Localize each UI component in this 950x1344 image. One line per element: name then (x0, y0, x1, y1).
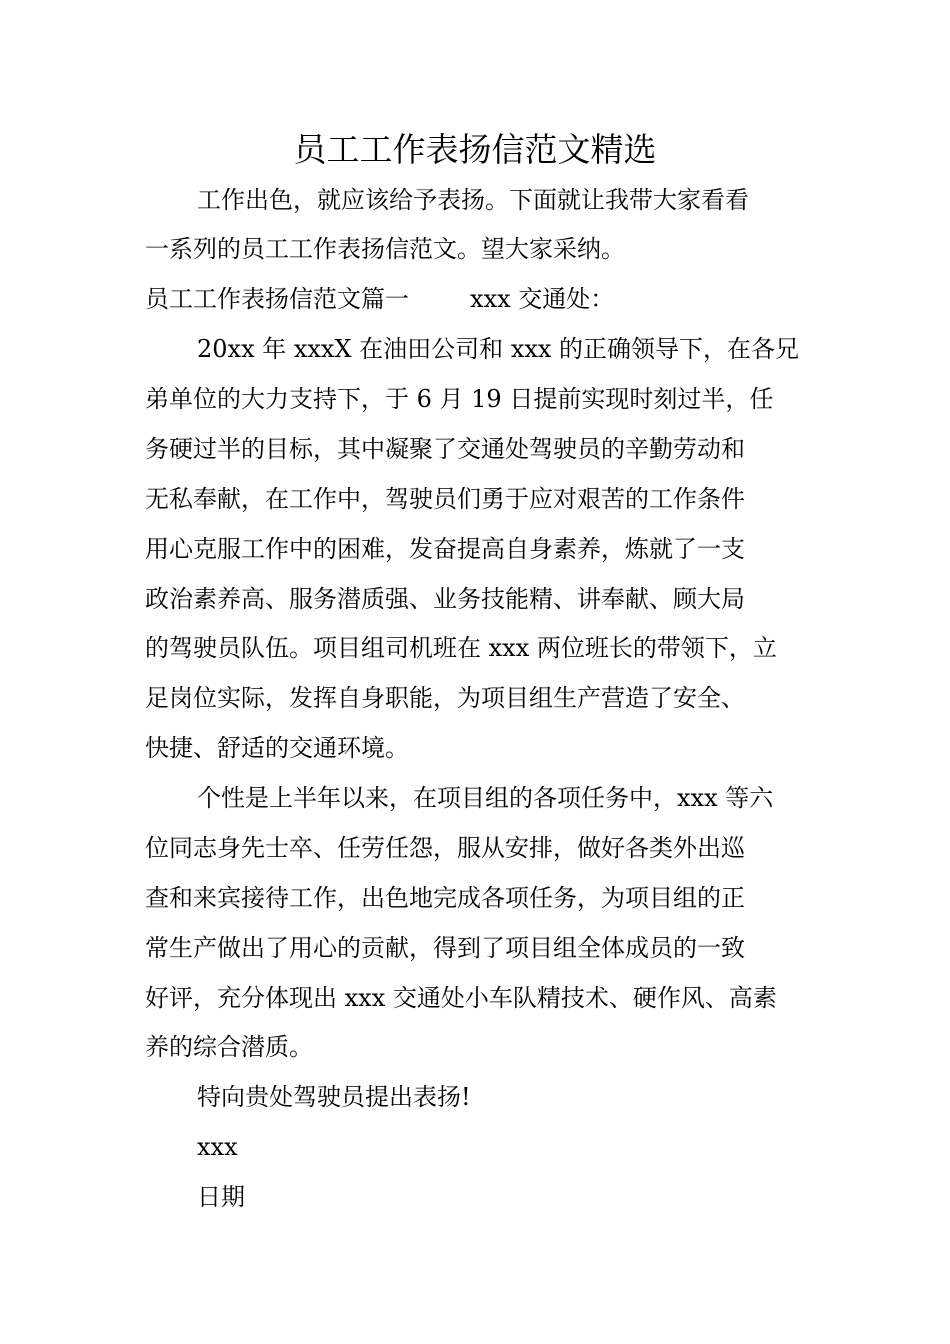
paragraph-line: 个性是上半年以来，在项目组的各项任务中，xxx 等六 (197, 784, 774, 812)
paragraph-line: 弟单位的大力支持下，于 6 月 19 日提前实现时刻过半，任 (145, 385, 774, 413)
paragraph-line: 好评，充分体现出 xxx 交通处小车队精技术、硬作风、高素 (145, 984, 777, 1012)
document-title: 员工工作表扬信范文精选 (293, 130, 657, 169)
paragraph-line: 查和来宾接待工作，出色地完成各项任务，为项目组的正 (145, 884, 745, 912)
paragraph-line: 足岗位实际，发挥自身职能，为项目组生产营造了安全、 (145, 684, 745, 712)
paragraph-line: 用心克服工作中的困难，发奋提高自身素养，炼就了一支 (145, 535, 745, 563)
paragraph-line: 常生产做出了用心的贡献，得到了项目组全体成员的一致 (145, 934, 745, 962)
paragraph-line: 政治素养高、服务潜质强、业务技能精、讲奉献、顾大局 (145, 585, 745, 613)
paragraph-line: 的驾驶员队伍。项目组司机班在 xxx 两位班长的带领下，立 (145, 634, 777, 662)
date-label: 日期 (197, 1183, 245, 1211)
intro-line: 工作出色，就应该给予表扬。下面就让我带大家看看 (197, 186, 749, 214)
intro-line: 一系列的员工工作表扬信范文。望大家采纳。 (145, 235, 625, 263)
signature: xxx (197, 1133, 238, 1161)
closing-line: 特向贵处驾驶员提出表扬! (197, 1083, 471, 1111)
paragraph-line: 快捷、舒适的交通环境。 (145, 734, 409, 762)
paragraph-line: 务硬过半的目标，其中凝聚了交通处驾驶员的辛勤劳动和 (145, 435, 745, 463)
paragraph-line: 20xx 年 xxxX 在油田公司和 xxx 的正确领导下，在各兄 (197, 335, 800, 363)
paragraph-line: 位同志身先士卒、任劳任怨，服从安排，做好各类外出巡 (145, 834, 745, 862)
paragraph-line: 养的综合潜质。 (145, 1033, 313, 1061)
section-heading: 员工工作表扬信范文篇一 xxx 交通处： (145, 285, 615, 313)
paragraph-line: 无私奉献，在工作中，驾驶员们勇于应对艰苦的工作条件 (145, 485, 745, 513)
